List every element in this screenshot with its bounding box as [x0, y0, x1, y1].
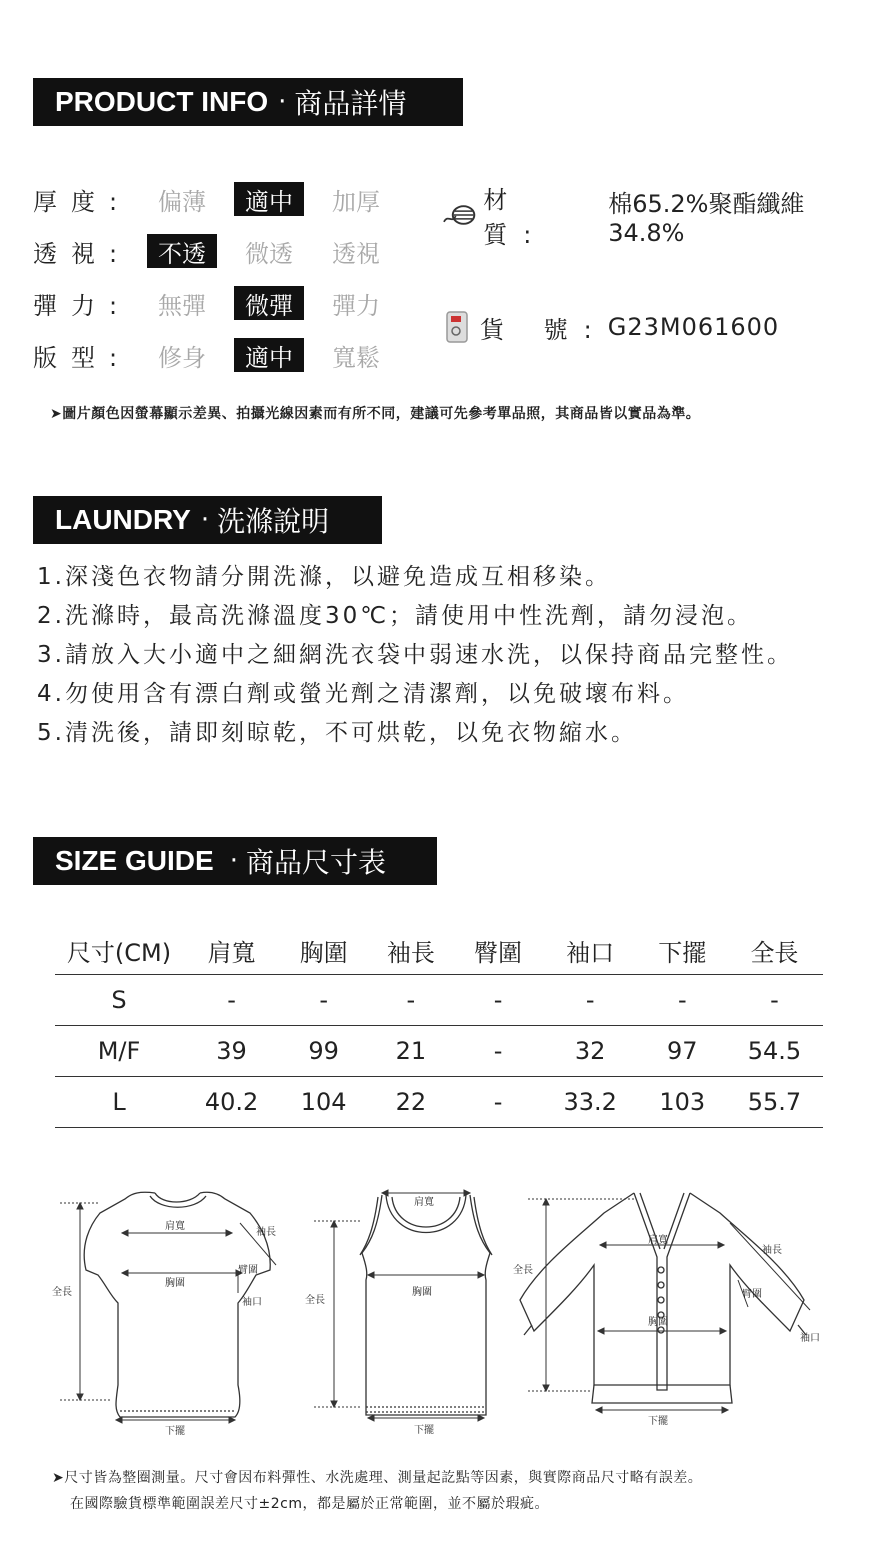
- size-footnote-2: 在國際驗貨標準範圍誤差尺寸±2cm，都是屬於正常範圍，並不屬於瑕疵。: [70, 1496, 549, 1512]
- measure-cell: 21: [367, 1026, 454, 1077]
- color-notice: ➤圖片顏色因螢幕顯示差異、拍攝光線因素而有所不同，建議可先參考單品照，其商品皆以實品為準。: [50, 406, 701, 422]
- attribute-row: [33, 181, 408, 217]
- attribute-row: [33, 337, 408, 373]
- table-row: [55, 1026, 823, 1077]
- label-sleeve: 袖長: [762, 1245, 782, 1256]
- attribute-option: 偏薄: [158, 187, 206, 216]
- material-label: 材 質:: [483, 186, 548, 249]
- label-hem: 下擺: [165, 1426, 185, 1437]
- laundry-title-en: LAUNDRY: [55, 504, 191, 535]
- measure-cell: -: [726, 975, 823, 1026]
- attribute-option: 修身: [158, 343, 206, 372]
- table-row: [55, 975, 823, 1026]
- attribute-label: 彈力:: [33, 291, 132, 320]
- measure-cell: -: [542, 975, 639, 1026]
- product-info-title-zh: 商品詳情: [294, 87, 407, 120]
- attribute-option: 透視: [332, 239, 380, 268]
- col-hip: 臀圍: [454, 926, 541, 975]
- attribute-option: 微透: [245, 239, 293, 268]
- laundry-header: [33, 496, 382, 544]
- attribute-label: 透視:: [33, 239, 132, 268]
- col-size: 尺寸(CM): [55, 926, 183, 975]
- laundry-instructions: [37, 558, 793, 753]
- laundry-title-zh: 洗滌說明: [217, 505, 330, 538]
- measure-cell: 33.2: [542, 1077, 639, 1128]
- attribute-row: [33, 233, 408, 269]
- measure-cell: 103: [639, 1077, 726, 1128]
- measure-cell: -: [183, 975, 280, 1026]
- size-guide-title-en: SIZE GUIDE: [55, 845, 214, 876]
- sku-row: [444, 309, 779, 345]
- yarn-spool-icon: [442, 200, 479, 230]
- size-cell: L: [55, 1077, 183, 1128]
- measure-cell: 40.2: [183, 1077, 280, 1128]
- attribute-option-selected: 微彈: [234, 286, 304, 320]
- label-length: 全長: [513, 1265, 533, 1276]
- measure-cell: 97: [639, 1026, 726, 1077]
- laundry-item: 3.請放入大小適中之細網洗衣袋中弱速水洗，以保持商品完整性。: [37, 642, 793, 668]
- header-separator: ·: [229, 846, 238, 876]
- product-info-header: [33, 78, 463, 126]
- laundry-item: 4.勿使用含有漂白劑或螢光劑之清潔劑，以免破壞布料。: [37, 681, 689, 707]
- attribute-row: [33, 285, 408, 321]
- material-row: [442, 180, 875, 250]
- attribute-label: 版型:: [33, 343, 132, 372]
- laundry-item: 2.洗滌時，最高洗滌溫度30℃；請使用中性洗劑，請勿浸泡。: [37, 603, 754, 629]
- cardigan-diagram: [510, 1185, 830, 1440]
- label-shoulder: 肩寬: [648, 1235, 668, 1246]
- label-armhole: 臂圍: [238, 1265, 258, 1276]
- label-chest: 胸圍: [648, 1317, 668, 1328]
- measure-cell: -: [454, 1026, 541, 1077]
- attribute-option-selected: 不透: [147, 234, 217, 268]
- col-shoulder: 肩寬: [183, 926, 280, 975]
- attribute-option: 無彈: [158, 291, 206, 320]
- label-cuff: 袖口: [242, 1297, 262, 1308]
- measure-cell: 55.7: [726, 1077, 823, 1128]
- attribute-option: 彈力: [332, 291, 380, 320]
- laundry-item: 1.深淺色衣物請分開洗滌，以避免造成互相移染。: [37, 564, 611, 590]
- size-footnote-1: ➤尺寸皆為整圈測量。尺寸會因布料彈性、水洗處理、測量起訖點等因素，與實際商品尺寸略有誤差。: [52, 1470, 703, 1486]
- tag-icon: [444, 309, 472, 345]
- attribute-option-selected: 適中: [234, 182, 304, 216]
- col-hem: 下擺: [639, 926, 726, 975]
- material-value: 棉65.2%聚酯纖維34.8%: [608, 189, 805, 247]
- label-hem: 下擺: [414, 1425, 434, 1436]
- sku-value: G23M061600: [607, 313, 780, 341]
- label-cuff: 袖口: [800, 1333, 820, 1344]
- measure-cell: 22: [367, 1077, 454, 1128]
- size-guide-title-zh: 商品尺寸表: [245, 846, 386, 879]
- attribute-option: 寬鬆: [332, 343, 380, 372]
- label-sleeve: 袖長: [256, 1227, 276, 1238]
- measure-cell: 54.5: [726, 1026, 823, 1077]
- col-chest: 胸圍: [280, 926, 367, 975]
- measure-cell: -: [454, 1077, 541, 1128]
- attribute-option: 加厚: [332, 187, 380, 216]
- label-length: 全長: [52, 1287, 72, 1298]
- attribute-label: 厚度:: [33, 187, 132, 216]
- label-chest: 胸圍: [165, 1278, 185, 1289]
- label-armhole: 臂圍: [742, 1289, 762, 1300]
- laundry-item: 5.清洗後，請即刻晾乾，不可烘乾，以免衣物縮水。: [37, 720, 637, 746]
- measure-cell: -: [367, 975, 454, 1026]
- measure-cell: 39: [183, 1026, 280, 1077]
- size-cell: M/F: [55, 1026, 183, 1077]
- measure-cell: -: [280, 975, 367, 1026]
- label-hem: 下擺: [648, 1416, 668, 1427]
- measure-cell: 99: [280, 1026, 367, 1077]
- measure-cell: -: [639, 975, 726, 1026]
- size-guide-header: [33, 837, 437, 885]
- tshirt-diagram: [50, 1185, 290, 1440]
- header-separator: ·: [200, 505, 210, 535]
- label-shoulder: 肩寬: [414, 1197, 434, 1208]
- measure-cell: -: [454, 975, 541, 1026]
- size-cell: S: [55, 975, 183, 1026]
- label-shoulder: 肩寬: [165, 1221, 185, 1232]
- measure-cell: 104: [280, 1077, 367, 1128]
- label-chest: 胸圍: [412, 1287, 432, 1298]
- header-separator: ·: [278, 87, 287, 117]
- size-table-header: [55, 926, 823, 975]
- measure-cell: 32: [542, 1026, 639, 1077]
- product-info-title-en: PRODUCT INFO: [55, 86, 269, 117]
- size-table: [55, 926, 823, 1128]
- table-row: [55, 1077, 823, 1128]
- sku-label: 貨 號:: [480, 315, 608, 344]
- tank-diagram: [302, 1185, 502, 1440]
- label-length: 全長: [305, 1295, 325, 1306]
- col-sleeve: 袖長: [367, 926, 454, 975]
- attribute-option-selected: 適中: [234, 338, 304, 372]
- col-length: 全長: [726, 926, 823, 975]
- col-cuff: 袖口: [542, 926, 639, 975]
